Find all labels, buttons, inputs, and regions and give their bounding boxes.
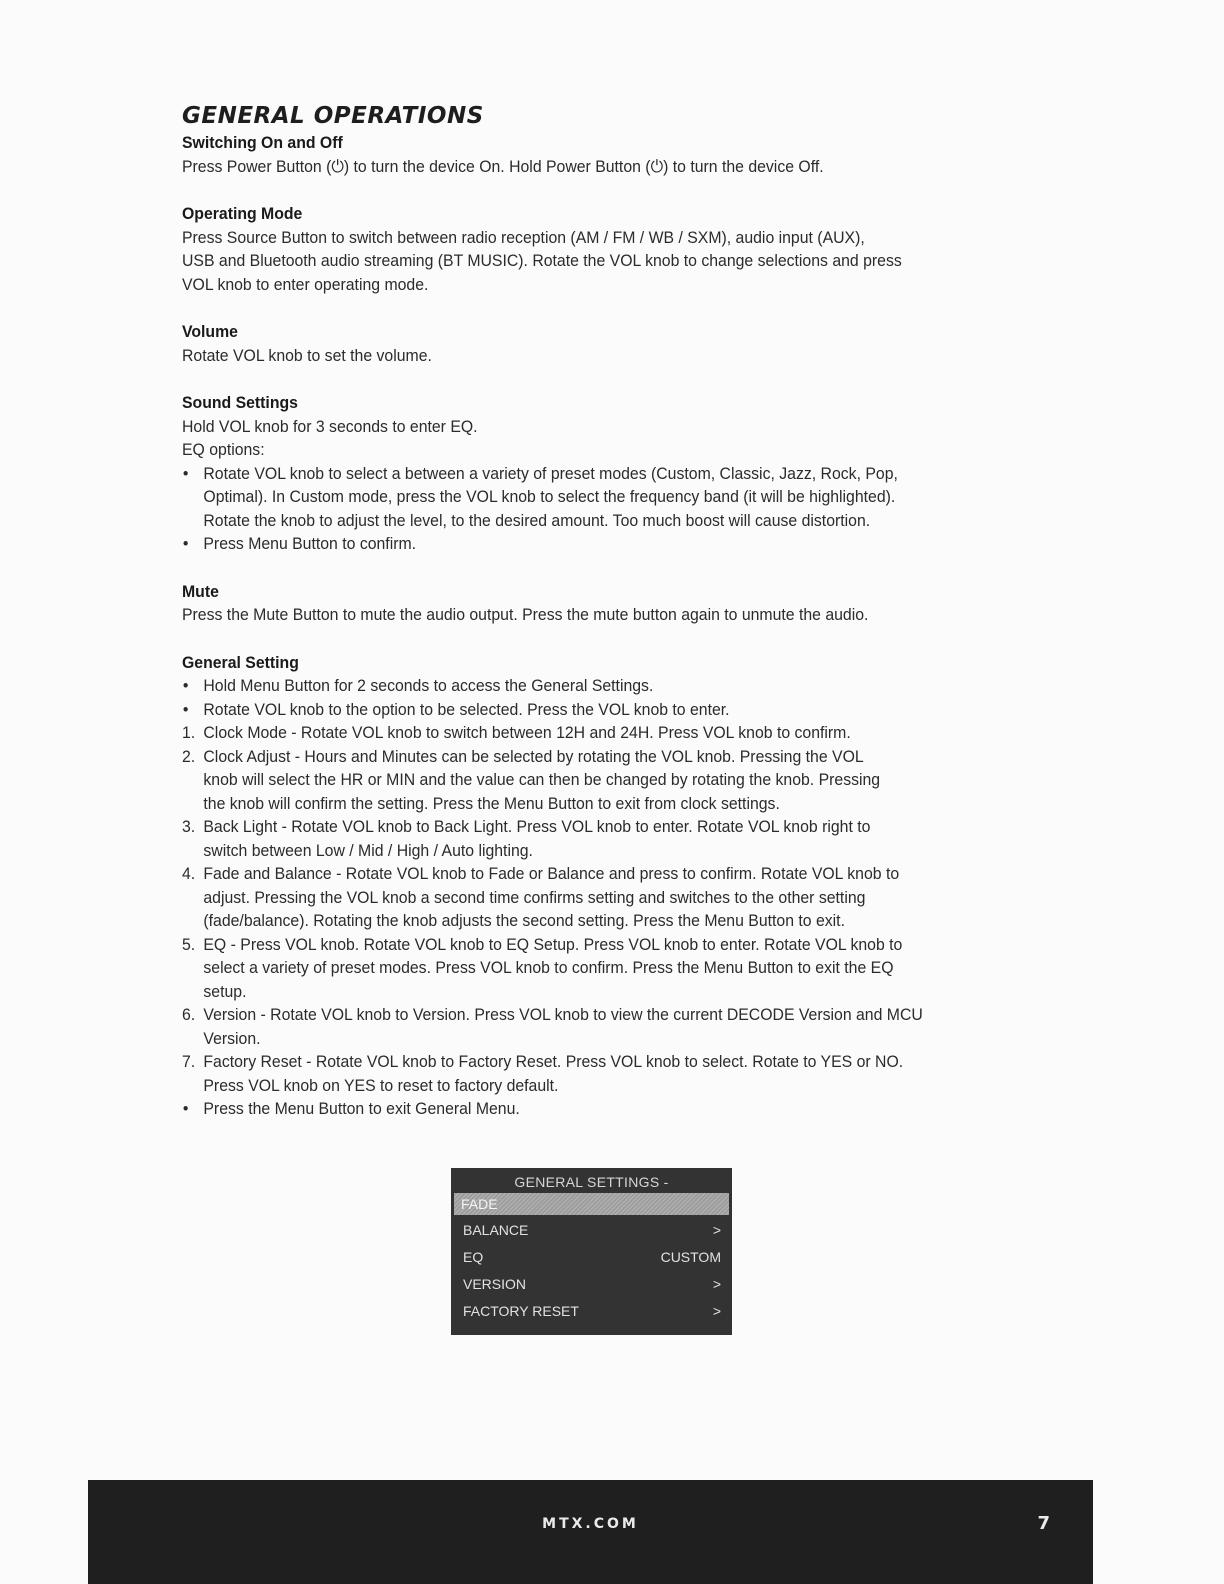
paragraph-line: USB and Bluetooth audio streaming (BT MUSIC). Rotate the VOL knob to change selections and press xyxy=(182,251,902,270)
section-general-setting xyxy=(182,651,973,1121)
step-line: Clock Adjust - Hours and Minutes can be selected by rotating the VOL knob. Pressing the VOL xyxy=(203,746,864,766)
heading-general-setting: General Setting xyxy=(182,652,299,672)
step-line: setup. xyxy=(203,981,247,1001)
step-number: 5. xyxy=(182,934,196,954)
paragraph-line: EQ options: xyxy=(182,440,265,459)
general-setting-steps xyxy=(182,721,973,1097)
bullet-marker: • xyxy=(182,463,189,483)
step-number: 1. xyxy=(182,723,196,742)
step-line: select a variety of preset modes. Press VOL knob to confirm. Press the Menu Button to exit the EQ xyxy=(203,958,894,977)
step-line: Version - Rotate VOL knob to Version. Press VOL knob to view the current DECODE Version and MCU xyxy=(203,1005,923,1024)
list-item-line: Rotate the knob to adjust the level, to the desired amount. Too much boost will cause distortion. xyxy=(203,510,871,530)
step-line: Version. xyxy=(203,1028,261,1048)
step-item xyxy=(182,815,973,862)
list-item xyxy=(182,532,973,556)
step-number: 4. xyxy=(182,864,196,883)
general-settings-screen xyxy=(451,1168,732,1335)
step-line: knob will select the HR or MIN and the value can then be changed by rotating the knob. Pressing xyxy=(203,770,881,789)
step-line: Back Light - Rotate VOL knob to Back Light. Press VOL knob to enter. Rotate VOL knob right to xyxy=(203,817,871,836)
list-item xyxy=(182,462,973,533)
bullet-marker: • xyxy=(182,676,189,695)
step-number: 6. xyxy=(182,1005,196,1024)
bullet-marker: • xyxy=(182,699,189,719)
general-setting-intro-list xyxy=(182,674,973,721)
menu-item-label: BALANCE xyxy=(463,1222,529,1238)
section-mute xyxy=(182,580,973,627)
menu-item-eq xyxy=(454,1244,729,1271)
step-line: Clock Mode - Rotate VOL knob to switch between 12H and 24H. Press VOL knob to confirm. xyxy=(203,723,851,742)
heading-switching: Switching On and Off xyxy=(182,133,343,152)
step-item xyxy=(182,1003,973,1050)
heading-operating-mode: Operating Mode xyxy=(182,204,303,223)
list-item-line: Press Menu Button to confirm. xyxy=(203,534,417,553)
chevron-right-icon: > xyxy=(712,1276,721,1292)
menu-item-label: FACTORY RESET xyxy=(463,1303,579,1319)
step-item xyxy=(182,862,973,933)
step-line: switch between Low / Mid / High / Auto lighting. xyxy=(203,840,533,860)
chevron-right-icon: > xyxy=(712,1222,721,1238)
list-item-line: Press the Menu Button to exit General Menu. xyxy=(203,1099,520,1118)
step-item xyxy=(182,933,973,1004)
menu-screen-title: GENERAL SETTINGS - xyxy=(514,1174,669,1190)
bullet-marker: • xyxy=(182,534,189,553)
bullet-marker: • xyxy=(182,1099,189,1118)
step-line: Fade and Balance - Rotate VOL knob to Fade or Balance and press to confirm. Rotate VOL knob to xyxy=(203,864,900,883)
step-line: Factory Reset - Rotate VOL knob to Factory Reset. Press VOL knob to select. Rotate to YES or NO. xyxy=(203,1052,904,1071)
general-setting-closing-list xyxy=(182,1097,973,1121)
step-number: 2. xyxy=(182,746,196,766)
step-item xyxy=(182,745,973,816)
step-number: 3. xyxy=(182,817,196,836)
page-title: GENERAL OPERATIONS xyxy=(182,103,484,129)
step-line: Press VOL knob on YES to reset to factory default. xyxy=(203,1075,559,1095)
step-number: 7. xyxy=(182,1052,196,1071)
menu-item-fade xyxy=(454,1193,729,1215)
section-switching xyxy=(182,131,973,178)
footer-website: MTX.COM xyxy=(542,1516,639,1532)
paragraph-line: Press Source Button to switch between radio reception (AM / FM / WB / SXM), audio input (AUX), xyxy=(182,227,865,247)
chevron-right-icon: > xyxy=(712,1303,721,1319)
list-item xyxy=(182,1097,973,1121)
step-line: (fade/balance). Rotating the knob adjusts the second setting. Press the Menu Button to exit. xyxy=(203,911,845,930)
menu-item-label: VERSION xyxy=(463,1276,527,1292)
footer-bar xyxy=(88,1480,1093,1584)
step-line: EQ - Press VOL knob. Rotate VOL knob to EQ Setup. Press VOL knob to enter. Rotate VOL knob to xyxy=(203,934,903,954)
step-item xyxy=(182,721,973,745)
menu-item-balance xyxy=(454,1217,729,1244)
paragraph-line: VOL knob to enter operating mode. xyxy=(182,274,429,294)
list-item-line: Rotate VOL knob to select a between a variety of preset modes (Custom, Classic, Jazz, Rock, Pop, xyxy=(203,463,898,483)
menu-item-version xyxy=(454,1271,729,1298)
list-item xyxy=(182,698,973,722)
heading-sound-settings: Sound Settings xyxy=(182,393,298,412)
page-number: 7 xyxy=(1037,1513,1050,1534)
eq-options-list xyxy=(182,462,973,556)
paragraph-mute: Press the Mute Button to mute the audio output. Press the mute button again to unmute the audio. xyxy=(182,605,869,624)
step-line: the knob will confirm the setting. Press the Menu Button to exit from clock settings. xyxy=(203,793,780,813)
list-item-line: Hold Menu Button for 2 seconds to access the General Settings. xyxy=(203,676,654,695)
step-line: adjust. Pressing the VOL knob a second time confirms setting and switches to the other setting xyxy=(203,887,866,907)
menu-item-value: CUSTOM xyxy=(660,1249,721,1265)
heading-mute: Mute xyxy=(182,581,219,601)
list-item xyxy=(182,674,973,698)
heading-volume: Volume xyxy=(182,322,238,341)
menu-item-label: FADE xyxy=(461,1196,498,1212)
section-sound-settings xyxy=(182,391,973,556)
section-operating-mode xyxy=(182,202,973,296)
paragraph-line: Hold VOL knob for 3 seconds to enter EQ. xyxy=(182,416,478,436)
paragraph-volume: Rotate VOL knob to set the volume. xyxy=(182,345,432,365)
menu-item-factory-reset xyxy=(454,1298,729,1325)
paragraph-switching: Press Power Button (⏻) to turn the device On. Hold Power Button (⏻) to turn the device Off. xyxy=(182,156,824,176)
menu-item-label: EQ xyxy=(463,1249,484,1265)
section-volume xyxy=(182,320,973,367)
list-item-line: Rotate VOL knob to the option to be selected. Press the VOL knob to enter. xyxy=(203,699,730,719)
document-body xyxy=(182,131,973,1145)
list-item-line: Optimal). In Custom mode, press the VOL knob to select the frequency band (it will be highlighted). xyxy=(203,487,896,506)
step-item xyxy=(182,1050,973,1097)
